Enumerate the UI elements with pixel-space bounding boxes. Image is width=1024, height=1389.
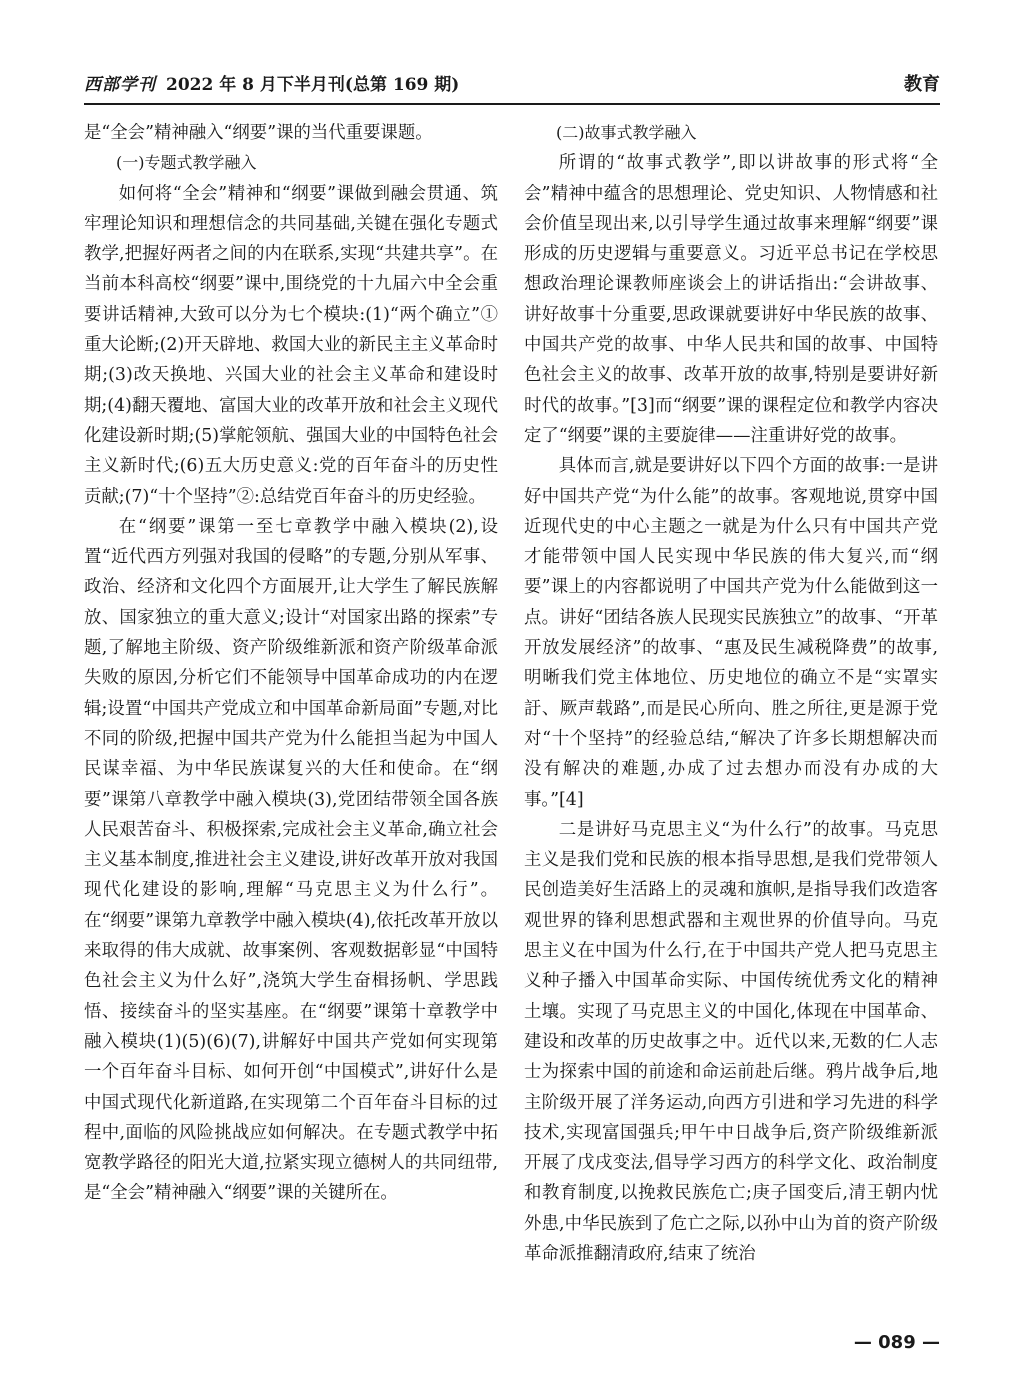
issue-info: 2022 年 8 月下半月刊(总第 169 期) [166,75,460,95]
paragraph: 是“全会”精神融入“纲要”课的当代重要课题。 [84,123,433,143]
running-header [84,70,940,98]
subheading: (二)故事式教学融入 [556,123,697,142]
paragraph: 二是讲好马克思主义“为什么行”的故事。马克思主义是我们党和民族的根本指导思想,是我们党带领人民创造美好生活路上的灵魂和旗帜,是指导我们改造客观世界的锋利思想武器和主观世界的价值导向。马克思主义在中国为什么行,在于中国共产党人把马克思主义种子播入中国革命实际、中国传统优秀文化的精神土壤。实现了马克思主义的中国化,体现在中国革命、建设和改革的历史故事之中。近代以来,无数的仁人志士为探索中国的前途和命运前赴后继。鸦片战争后,地主阶级开展了洋务运动,向西方引进和学习先进的科学技术,实现富国强兵;甲午中日战争后,资产阶级维新派开展了戊戌变法,倡导学习西方的科学文化、政治制度和教育制度,以挽救民族危亡;庚子国变后,清王朝内忧外患,中华民族到了危亡之际,以孙中山为首的资产阶级革命派推翻清政府,结束了统治 [524,819,938,1264]
paragraph: 具体而言,就是要讲好以下四个方面的故事:一是讲好中国共产党“为什么能”的故事。客观地说,贯穿中国近现代史的中心主题之一就是为什么只有中国共产党才能带领中国人民实现中华民族的伟大复兴,而“纲要”课上的内容都说明了中国共产党为什么能做到这一点。讲好“团结各族人民现实民族独立”的故事、“开革开放发展经济”的故事、“惠及民生减税降费”的故事,明晰我们党主体地位、历史地位的确立不是“实罩实訏、厥声载路”,而是民心所向、胜之所往,更是源于党对“十个坚持”的经验总结,“解决了许多长期想解决而没有解决的难题,办成了过去想办而没有办成的大事。”[4] [524,456,938,810]
header-rule [84,103,940,105]
paragraph: 所谓的“故事式教学”,即以讲故事的形式将“全会”精神中蕴含的思想理论、党史知识、人物情感和社会价值呈现出来,以引导学生通过故事来理解“纲要”课形成的历史逻辑与重要意义。习近平总书记在学校思想政治理论课教师座谈会上的讲话指出:“会讲故事、讲好故事十分重要,思政课就要讲好中华民族的故事、中国共产党的故事、中华人民共和国的故事、中国特色社会主义的故事、改革开放的故事,特别是要讲好新时代的故事。”[3]而“纲要”课的课程定位和教学内容决定了“纲要”课的主要旋律——注重讲好党的故事。 [524,153,938,446]
right-column [524,118,938,1269]
left-column [84,118,498,1209]
section-title: 教育 [904,74,940,95]
journal-logo: 西部学刊 [84,75,156,95]
page-number: — 089 — [853,1332,940,1353]
paragraph: 在“纲要”课第一至七章教学中融入模块(2),设置“近代西方列强对我国的侵略”的专题,分别从军事、政治、经济和文化四个方面展开,让大学生了解民族解放、国家独立的重大意义;设计“对国家出路的探索”专题,了解地主阶级、资产阶级维新派和资产阶级革命派失败的原因,分析它们不能领导中国革命成功的内在逻辑;设置“中国共产党成立和中国革命新局面”专题,对比不同的阶级,把握中国共产党为什么能担当起为中国人民谋幸福、为中华民族谋复兴的大任和使命。在“纲要”课第八章教学中融入模块(3),党团结带领全国各族人民艰苦奋斗、积极探索,完成社会主义革命,确立社会主义基本制度,推进社会主义建设,讲好改革开放对我国现代化建设的影响,理解“马克思主义为什么行”。在“纲要”课第九章教学中融入模块(4),依托改革开放以来取得的伟大成就、故事案例、客观数据彰显“中国特色社会主义为什么好”,浇筑大学生奋楫扬帆、学思践悟、接续奋斗的坚实基座。在“纲要”课第十章教学中融入模块(1)(5)(6)(7),讲解好中国共产党如何实现第一个百年奋斗目标、如何开创“中国模式”,讲好什么是中国式现代化新道路,在实现第二个百年奋斗目标的过程中,面临的风险挑战应如何解决。在专题式教学中拓宽教学路径的阳光大道,拉紧实现立德树人的共同纽带,是“全会”精神融入“纲要”课的关键所在。 [84,516,498,1204]
paragraph: 如何将“全会”精神和“纲要”课做到融会贯通、筑牢理论知识和理想信念的共同基础,关键在强化专题式教学,把握好两者之间的内在联系,实现“共建共享”。在当前本科高校“纲要”课中,围绕党的十九届六中全会重要讲话精神,大致可以分为七个模块:(1)“两个确立”①重大论断;(2)开天辟地、救国大业的新民主主义革命时期;(3)改天换地、兴国大业的社会主义革命和建设时期;(4)翻天覆地、富国大业的改革开放和社会主义现代化建设新时期;(5)掌舵领航、强国大业的中国特色社会主义新时代;(6)五大历史意义:党的百年奋斗的历史性贡献;(7)“十个坚持”②:总结党百年奋斗的历史经验。 [84,183,498,507]
subheading: (一)专题式教学融入 [116,153,257,173]
